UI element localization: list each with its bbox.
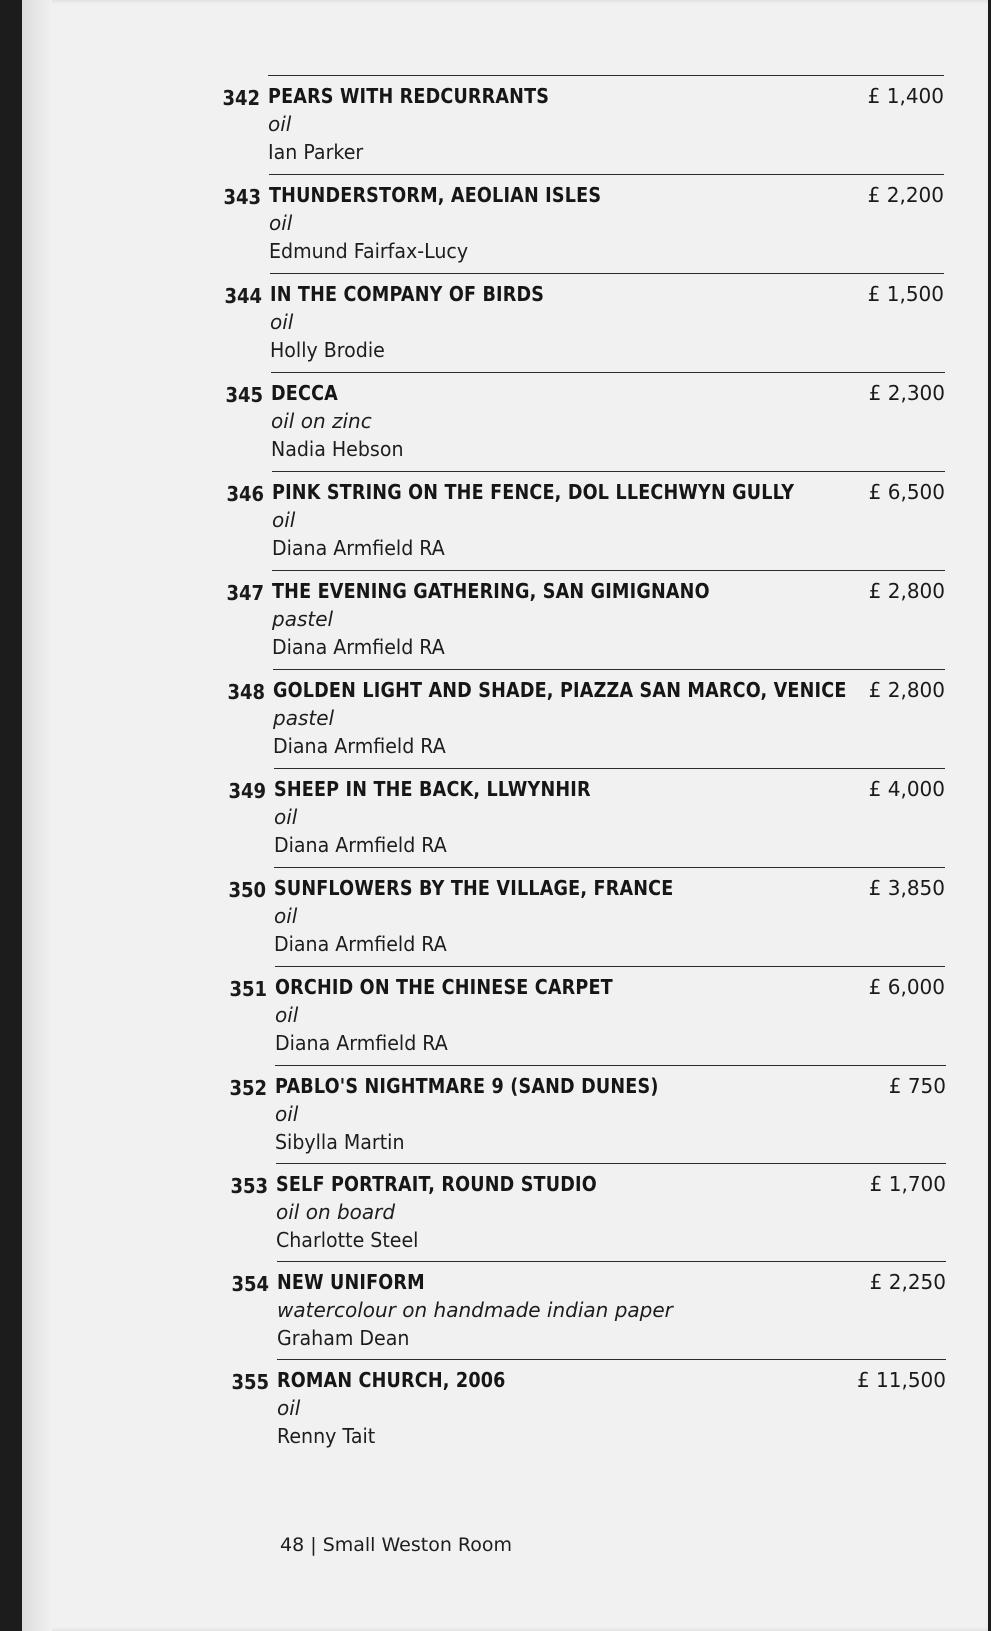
section-name: Small Weston Room bbox=[322, 1534, 513, 1556]
artwork-title: PABLO'S NIGHTMARE 9 (SAND DUNES) bbox=[275, 1074, 659, 1098]
artwork-medium: oil bbox=[272, 508, 296, 532]
lot-number: 346 bbox=[226, 482, 264, 506]
lot-entry-349 bbox=[228, 768, 945, 868]
artwork-price: £ 3,850 bbox=[868, 876, 945, 900]
artist-name: Diana Armfield RA bbox=[272, 635, 445, 659]
artwork-price: £ 6,000 bbox=[868, 975, 945, 999]
artwork-price: £ 6,500 bbox=[868, 480, 945, 504]
artwork-medium: oil bbox=[275, 1102, 299, 1126]
artist-name: Charlotte Steel bbox=[276, 1228, 419, 1252]
lot-number: 354 bbox=[231, 1272, 269, 1296]
artist-name: Diana Armfield RA bbox=[274, 833, 447, 857]
artwork-medium: oil bbox=[269, 211, 293, 235]
artist-name: Holly Brodie bbox=[270, 338, 385, 362]
artist-name: Diana Armfield RA bbox=[273, 734, 446, 758]
footer-separator: | bbox=[310, 1534, 317, 1556]
artwork-medium: oil bbox=[274, 805, 298, 829]
artwork-price: £ 2,200 bbox=[867, 183, 944, 207]
artwork-title: ROMAN CHURCH, 2006 bbox=[277, 1368, 506, 1392]
lot-number: 352 bbox=[229, 1076, 267, 1100]
artwork-price: £ 4,000 bbox=[868, 777, 945, 801]
lot-entry-345 bbox=[225, 372, 945, 472]
artist-name: Diana Armfield RA bbox=[274, 932, 447, 956]
lot-entry-348 bbox=[227, 669, 945, 769]
artwork-title: IN THE COMPANY OF BIRDS bbox=[270, 282, 545, 306]
lot-entry-342 bbox=[222, 75, 944, 175]
artwork-medium: oil bbox=[274, 904, 298, 928]
lot-number: 343 bbox=[223, 185, 261, 209]
artwork-medium: oil on zinc bbox=[271, 409, 372, 433]
artwork-price: £ 2,800 bbox=[868, 579, 945, 603]
lot-number: 344 bbox=[224, 284, 262, 308]
artwork-medium: pastel bbox=[273, 706, 335, 730]
lot-entry-350 bbox=[228, 867, 945, 967]
lot-number: 350 bbox=[228, 878, 266, 902]
artwork-title: THUNDERSTORM, AEOLIAN ISLES bbox=[269, 183, 602, 207]
artwork-medium: pastel bbox=[272, 607, 334, 631]
lot-entry-347 bbox=[226, 570, 945, 670]
lot-entry-353 bbox=[230, 1163, 946, 1263]
artwork-medium: oil bbox=[270, 310, 294, 334]
artwork-price: £ 750 bbox=[888, 1074, 946, 1098]
lot-entry-355 bbox=[231, 1359, 946, 1459]
artwork-title: NEW UNIFORM bbox=[277, 1270, 425, 1294]
artist-name: Edmund Fairfax-Lucy bbox=[269, 239, 469, 263]
artwork-medium: oil bbox=[275, 1003, 299, 1027]
lot-number: 353 bbox=[230, 1174, 268, 1198]
artist-name: Graham Dean bbox=[277, 1326, 410, 1350]
artist-name: Nadia Hebson bbox=[271, 437, 404, 461]
artwork-price: £ 2,300 bbox=[868, 381, 945, 405]
lot-entry-354 bbox=[231, 1261, 946, 1361]
artwork-price: £ 1,400 bbox=[867, 84, 944, 108]
artwork-medium: oil bbox=[277, 1396, 301, 1420]
lot-number: 347 bbox=[226, 581, 264, 605]
artwork-title: PINK STRING ON THE FENCE, DOL LLECHWYN GULLY bbox=[272, 480, 795, 504]
page-footer bbox=[280, 1534, 512, 1556]
lot-entry-346 bbox=[226, 471, 945, 571]
artist-name: Diana Armfield RA bbox=[275, 1031, 448, 1055]
lot-number: 345 bbox=[225, 383, 263, 407]
artwork-title: SELF PORTRAIT, ROUND STUDIO bbox=[276, 1172, 597, 1196]
artist-name: Diana Armfield RA bbox=[272, 536, 445, 560]
artwork-price: £ 2,250 bbox=[869, 1270, 946, 1294]
artist-name: Renny Tait bbox=[277, 1424, 376, 1448]
lot-number: 351 bbox=[229, 977, 267, 1001]
artwork-medium: oil bbox=[268, 112, 292, 136]
lot-number: 355 bbox=[231, 1370, 269, 1394]
lot-number: 348 bbox=[227, 680, 265, 704]
artwork-title: THE EVENING GATHERING, SAN GIMIGNANO bbox=[272, 579, 710, 603]
lot-entry-352 bbox=[229, 1065, 946, 1165]
artist-name: Sibylla Martin bbox=[275, 1130, 405, 1154]
artist-name: Ian Parker bbox=[268, 140, 364, 164]
artwork-price: £ 11,500 bbox=[856, 1368, 946, 1392]
artwork-title: SHEEP IN THE BACK, LLWYNHIR bbox=[274, 777, 591, 801]
artwork-price: £ 2,800 bbox=[868, 678, 945, 702]
lot-number: 342 bbox=[222, 86, 260, 110]
artwork-price: £ 1,500 bbox=[867, 282, 944, 306]
page-number: 48 bbox=[280, 1534, 305, 1556]
artwork-title: GOLDEN LIGHT AND SHADE, PIAZZA SAN MARCO, VENICE bbox=[273, 678, 847, 702]
artwork-price: £ 1,700 bbox=[869, 1172, 946, 1196]
artwork-medium: oil on board bbox=[276, 1200, 396, 1224]
artwork-title: PEARS WITH REDCURRANTS bbox=[268, 84, 550, 108]
lot-number: 349 bbox=[228, 779, 266, 803]
lot-entry-343 bbox=[223, 174, 944, 274]
artwork-title: ORCHID ON THE CHINESE CARPET bbox=[275, 975, 613, 999]
lot-entry-344 bbox=[224, 273, 944, 373]
artwork-medium: watercolour on handmade indian paper bbox=[277, 1298, 673, 1322]
artwork-title: DECCA bbox=[271, 381, 338, 405]
lot-entry-351 bbox=[229, 966, 945, 1066]
artwork-title: SUNFLOWERS BY THE VILLAGE, FRANCE bbox=[274, 876, 674, 900]
